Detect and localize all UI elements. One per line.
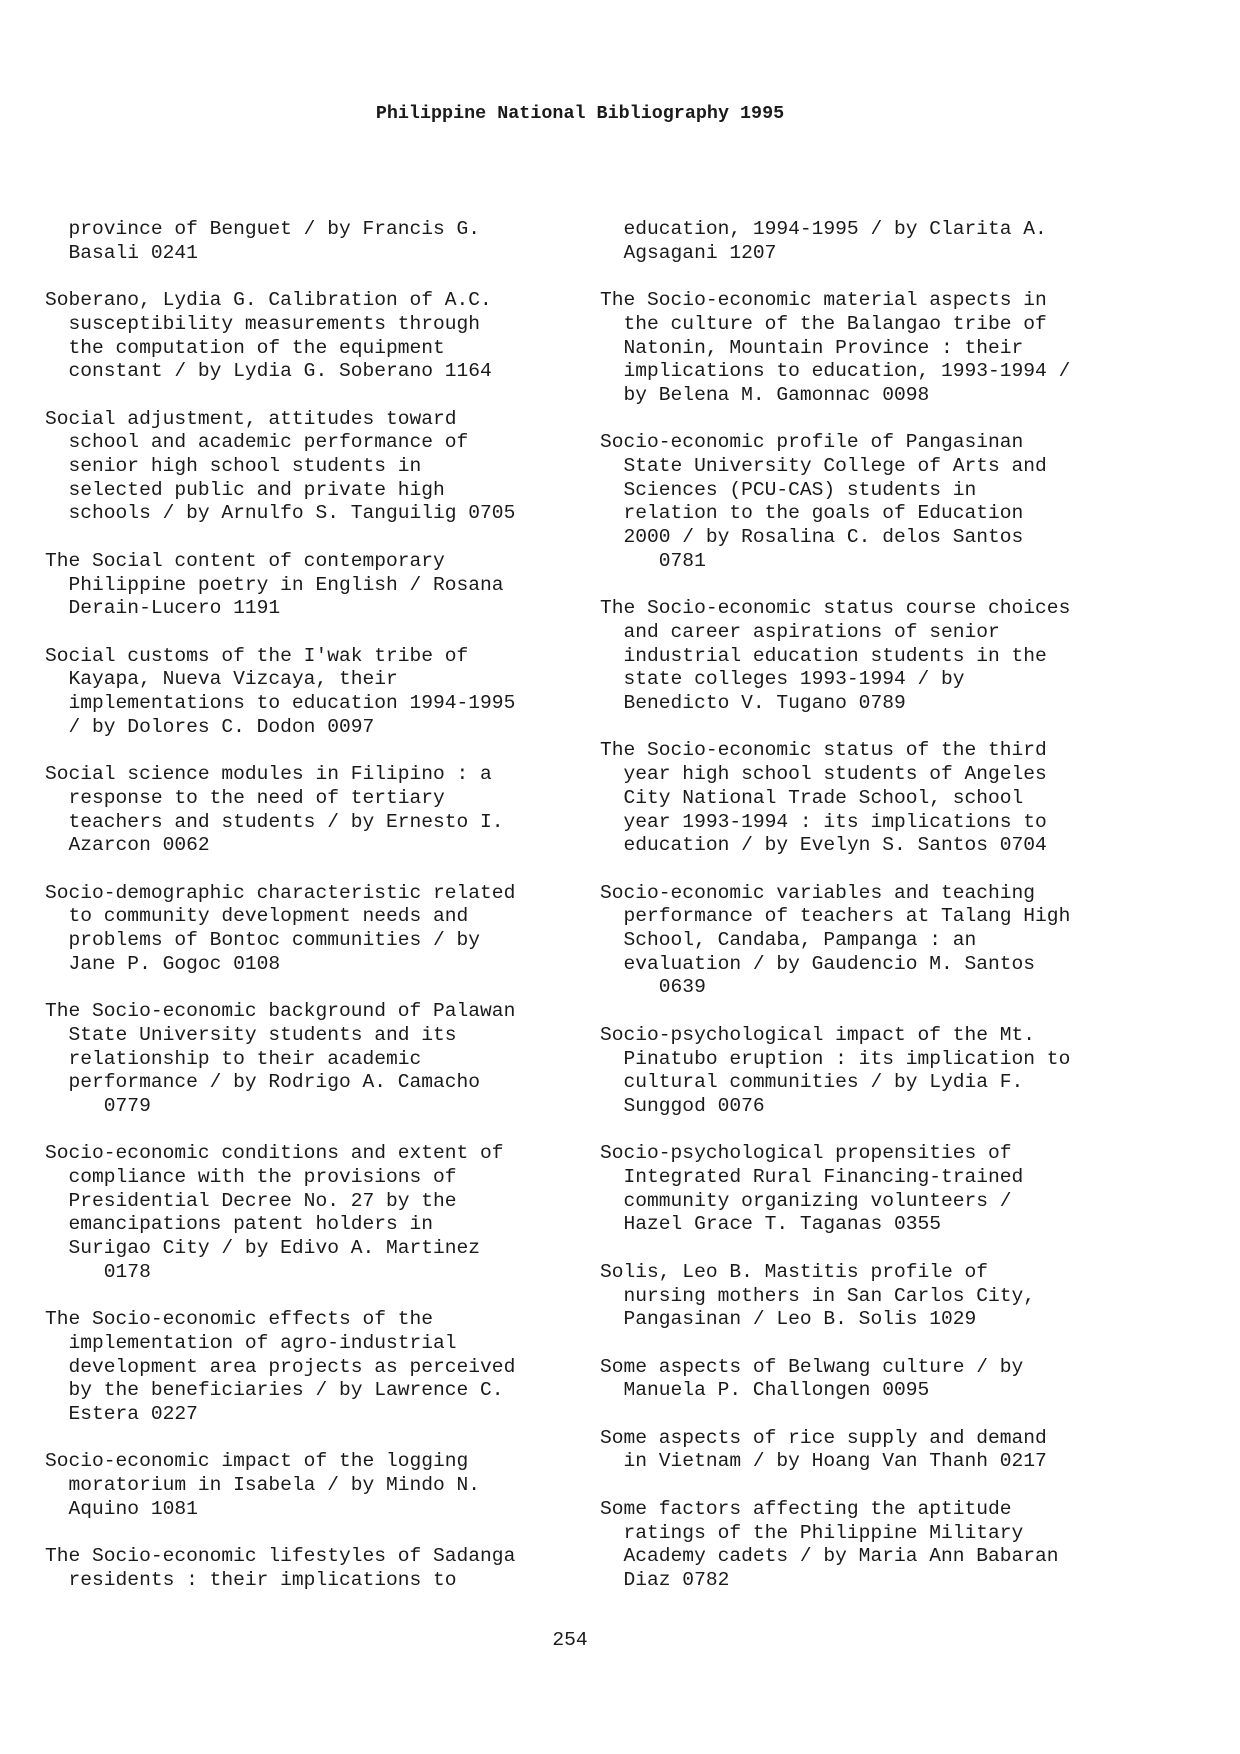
entry-line: 2000 / by Rosalina C. delos Santos (600, 526, 1024, 549)
entry-line: Sunggod 0076 (600, 1094, 765, 1117)
entry-line: Basali 0241 (45, 241, 198, 264)
bibliography-entry (45, 1142, 585, 1284)
entry-line: susceptibility measurements through (45, 312, 481, 335)
entry-line: Some factors affecting the aptitude (600, 1497, 1012, 1520)
entry-line: / by Dolores C. Dodon 0097 (45, 715, 375, 738)
entry-line: Socio-economic conditions and extent of (45, 1142, 504, 1165)
entry-line: Socio-demographic characteristic related (45, 881, 516, 904)
entry-line: Aquino 1081 (45, 1497, 198, 1520)
entry-line: relationship to their academic (45, 1047, 422, 1070)
entry-line: Agsagani 1207 (600, 241, 777, 264)
entry-line: Presidential Decree No. 27 by the (45, 1189, 457, 1212)
entry-line: by the beneficiaries / by Lawrence C. (45, 1379, 504, 1402)
bibliography-entry (600, 1356, 1140, 1403)
left-column (45, 218, 585, 1616)
entry-line: Hazel Grace T. Taganas 0355 (600, 1213, 941, 1236)
entry-line: nursing mothers in San Carlos City, (600, 1284, 1036, 1307)
entry-line: cultural communities / by Lydia F. (600, 1071, 1024, 1094)
bibliography-entry (600, 1261, 1140, 1332)
entry-line: Pinatubo eruption : its implication to (600, 1047, 1071, 1070)
entry-line: The Socio-economic lifestyles of Sadanga (45, 1545, 516, 1568)
entry-line: performance of teachers at Talang High (600, 905, 1071, 928)
entry-line: Kayapa, Nueva Vizcaya, their (45, 668, 398, 691)
entry-line: Socio-psychological impact of the Mt. (600, 1023, 1036, 1046)
entry-line: Social science modules in Filipino : a (45, 763, 492, 786)
entry-line: Solis, Leo B. Mastitis profile of (600, 1260, 989, 1283)
entry-line: The Socio-economic material aspects in (600, 289, 1047, 312)
entry-line: ratings of the Philippine Military (600, 1521, 1024, 1544)
entry-line: development area projects as perceived (45, 1355, 516, 1378)
entry-line: Socio-economic impact of the logging (45, 1450, 469, 1473)
entry-line: Some aspects of rice supply and demand (600, 1426, 1047, 1449)
entry-line: Natonin, Mountain Province : their (600, 336, 1024, 359)
bibliography-entry (45, 1545, 585, 1592)
entry-line: Social customs of the I'wak tribe of (45, 644, 469, 667)
entry-line: Socio-economic profile of Pangasinan (600, 431, 1024, 454)
entry-line: in Vietnam / by Hoang Van Thanh 0217 (600, 1450, 1047, 1473)
bibliography-entry (45, 289, 585, 384)
bibliography-entry (600, 882, 1140, 1001)
entry-line: Sciences (PCU-CAS) students in (600, 478, 977, 501)
entry-line: Azarcon 0062 (45, 834, 210, 857)
bibliography-entry (45, 645, 585, 740)
entry-line: state colleges 1993-1994 / by (600, 668, 965, 691)
bibliography-entry (45, 218, 585, 265)
entry-line: School, Candaba, Pampanga : an (600, 929, 977, 952)
entry-line: State University students and its (45, 1023, 457, 1046)
entry-line: implementation of agro-industrial (45, 1331, 457, 1354)
entry-line: relation to the goals of Education (600, 502, 1024, 525)
entry-line: 0781 (600, 549, 706, 572)
bibliography-entry (600, 431, 1140, 573)
entry-line: to community development needs and (45, 905, 469, 928)
bibliography-entry (600, 739, 1140, 858)
bibliography-entry (600, 1142, 1140, 1237)
entry-line: province of Benguet / by Francis G. (45, 218, 481, 240)
entry-line: Surigao City / by Edivo A. Martinez (45, 1237, 481, 1260)
entry-line: education / by Evelyn S. Santos 0704 (600, 834, 1047, 857)
entry-line: schools / by Arnulfo S. Tanguilig 0705 (45, 502, 516, 525)
entry-line: year 1993-1994 : its implications to (600, 810, 1047, 833)
entry-line: Manuela P. Challongen 0095 (600, 1379, 930, 1402)
entry-line: Pangasinan / Leo B. Solis 1029 (600, 1308, 977, 1331)
entry-line: implications to education, 1993-1994 / (600, 360, 1071, 383)
bibliography-entry (45, 882, 585, 977)
entry-line: 0178 (45, 1260, 151, 1283)
entry-line: Social adjustment, attitudes toward (45, 407, 457, 430)
entry-line: teachers and students / by Ernesto I. (45, 810, 504, 833)
bibliography-entry (45, 1450, 585, 1521)
bibliography-entry (45, 408, 585, 527)
entry-line: industrial education students in the (600, 644, 1047, 667)
entry-line: performance / by Rodrigo A. Camacho (45, 1071, 481, 1094)
bibliography-entry (600, 289, 1140, 408)
entry-line: moratorium in Isabela / by Mindo N. (45, 1474, 481, 1497)
entry-line: The Socio-economic effects of the (45, 1308, 434, 1331)
entry-line: The Socio-economic status of the third (600, 739, 1047, 762)
bibliography-entry (45, 763, 585, 858)
entry-line: education, 1994-1995 / by Clarita A. (600, 218, 1047, 240)
entry-line: Socio-psychological propensities of (600, 1142, 1012, 1165)
entry-line: residents : their implications to (45, 1568, 457, 1591)
entry-line: selected public and private high (45, 478, 445, 501)
entry-line: Benedicto V. Tugano 0789 (600, 692, 906, 715)
entry-line: Estera 0227 (45, 1403, 198, 1426)
bibliography-entry (600, 597, 1140, 716)
entry-line: senior high school students in (45, 455, 422, 477)
entry-line: by Belena M. Gamonnac 0098 (600, 383, 930, 406)
bibliography-entry (45, 1000, 585, 1119)
page-title: Philippine National Bibliography 1995 (375, 103, 785, 124)
entry-line: The Socio-economic status course choices (600, 597, 1071, 620)
right-column (600, 218, 1140, 1616)
entry-line: The Social content of contemporary (45, 549, 445, 572)
entry-line: Socio-economic variables and teaching (600, 881, 1036, 904)
entry-line: 0779 (45, 1094, 151, 1117)
entry-line: evaluation / by Gaudencio M. Santos (600, 952, 1036, 975)
entry-line: Derain-Lucero 1191 (45, 597, 281, 620)
entry-line: year high school students of Angeles (600, 763, 1047, 786)
entry-line: community organizing volunteers / (600, 1189, 1012, 1212)
entry-line: problems of Bontoc communities / by (45, 929, 481, 951)
entry-line: Integrated Rural Financing-trained (600, 1166, 1024, 1189)
entry-line: 0639 (600, 976, 706, 999)
entry-line: response to the need of tertiary (45, 786, 445, 809)
entry-line: Soberano, Lydia G. Calibration of A.C. (45, 289, 492, 312)
entry-line: The Socio-economic background of Palawan (45, 1000, 516, 1023)
entry-line: City National Trade School, school (600, 786, 1024, 809)
bibliography-entry (600, 1498, 1140, 1593)
entry-line: the culture of the Balangao tribe of (600, 312, 1047, 335)
bibliography-entry (600, 1427, 1140, 1474)
entry-line: the computation of the equipment (45, 336, 445, 359)
entry-line: compliance with the provisions of (45, 1166, 457, 1188)
entry-line: implementations to education 1994-1995 (45, 692, 516, 714)
bibliography-entry (45, 550, 585, 621)
entry-line: Jane P. Gogoc 0108 (45, 952, 281, 975)
bibliography-entry (600, 218, 1140, 265)
entry-line: Diaz 0782 (600, 1568, 730, 1591)
entry-line: constant / by Lydia G. Soberano 1164 (45, 360, 492, 383)
entry-line: Some aspects of Belwang culture / by (600, 1355, 1024, 1378)
entry-line: school and academic performance of (45, 431, 469, 454)
entry-line: Academy cadets / by Maria Ann Babaran (600, 1545, 1059, 1568)
entry-line: and career aspirations of senior (600, 620, 1000, 643)
bibliography-entry (45, 1308, 585, 1427)
entry-line: State University College of Arts and (600, 455, 1047, 477)
entry-line: Philippine poetry in English / Rosana (45, 573, 504, 596)
bibliography-entry (600, 1024, 1140, 1119)
page-number: 254 (552, 1629, 588, 1651)
entry-line: emancipations patent holders in (45, 1213, 434, 1236)
